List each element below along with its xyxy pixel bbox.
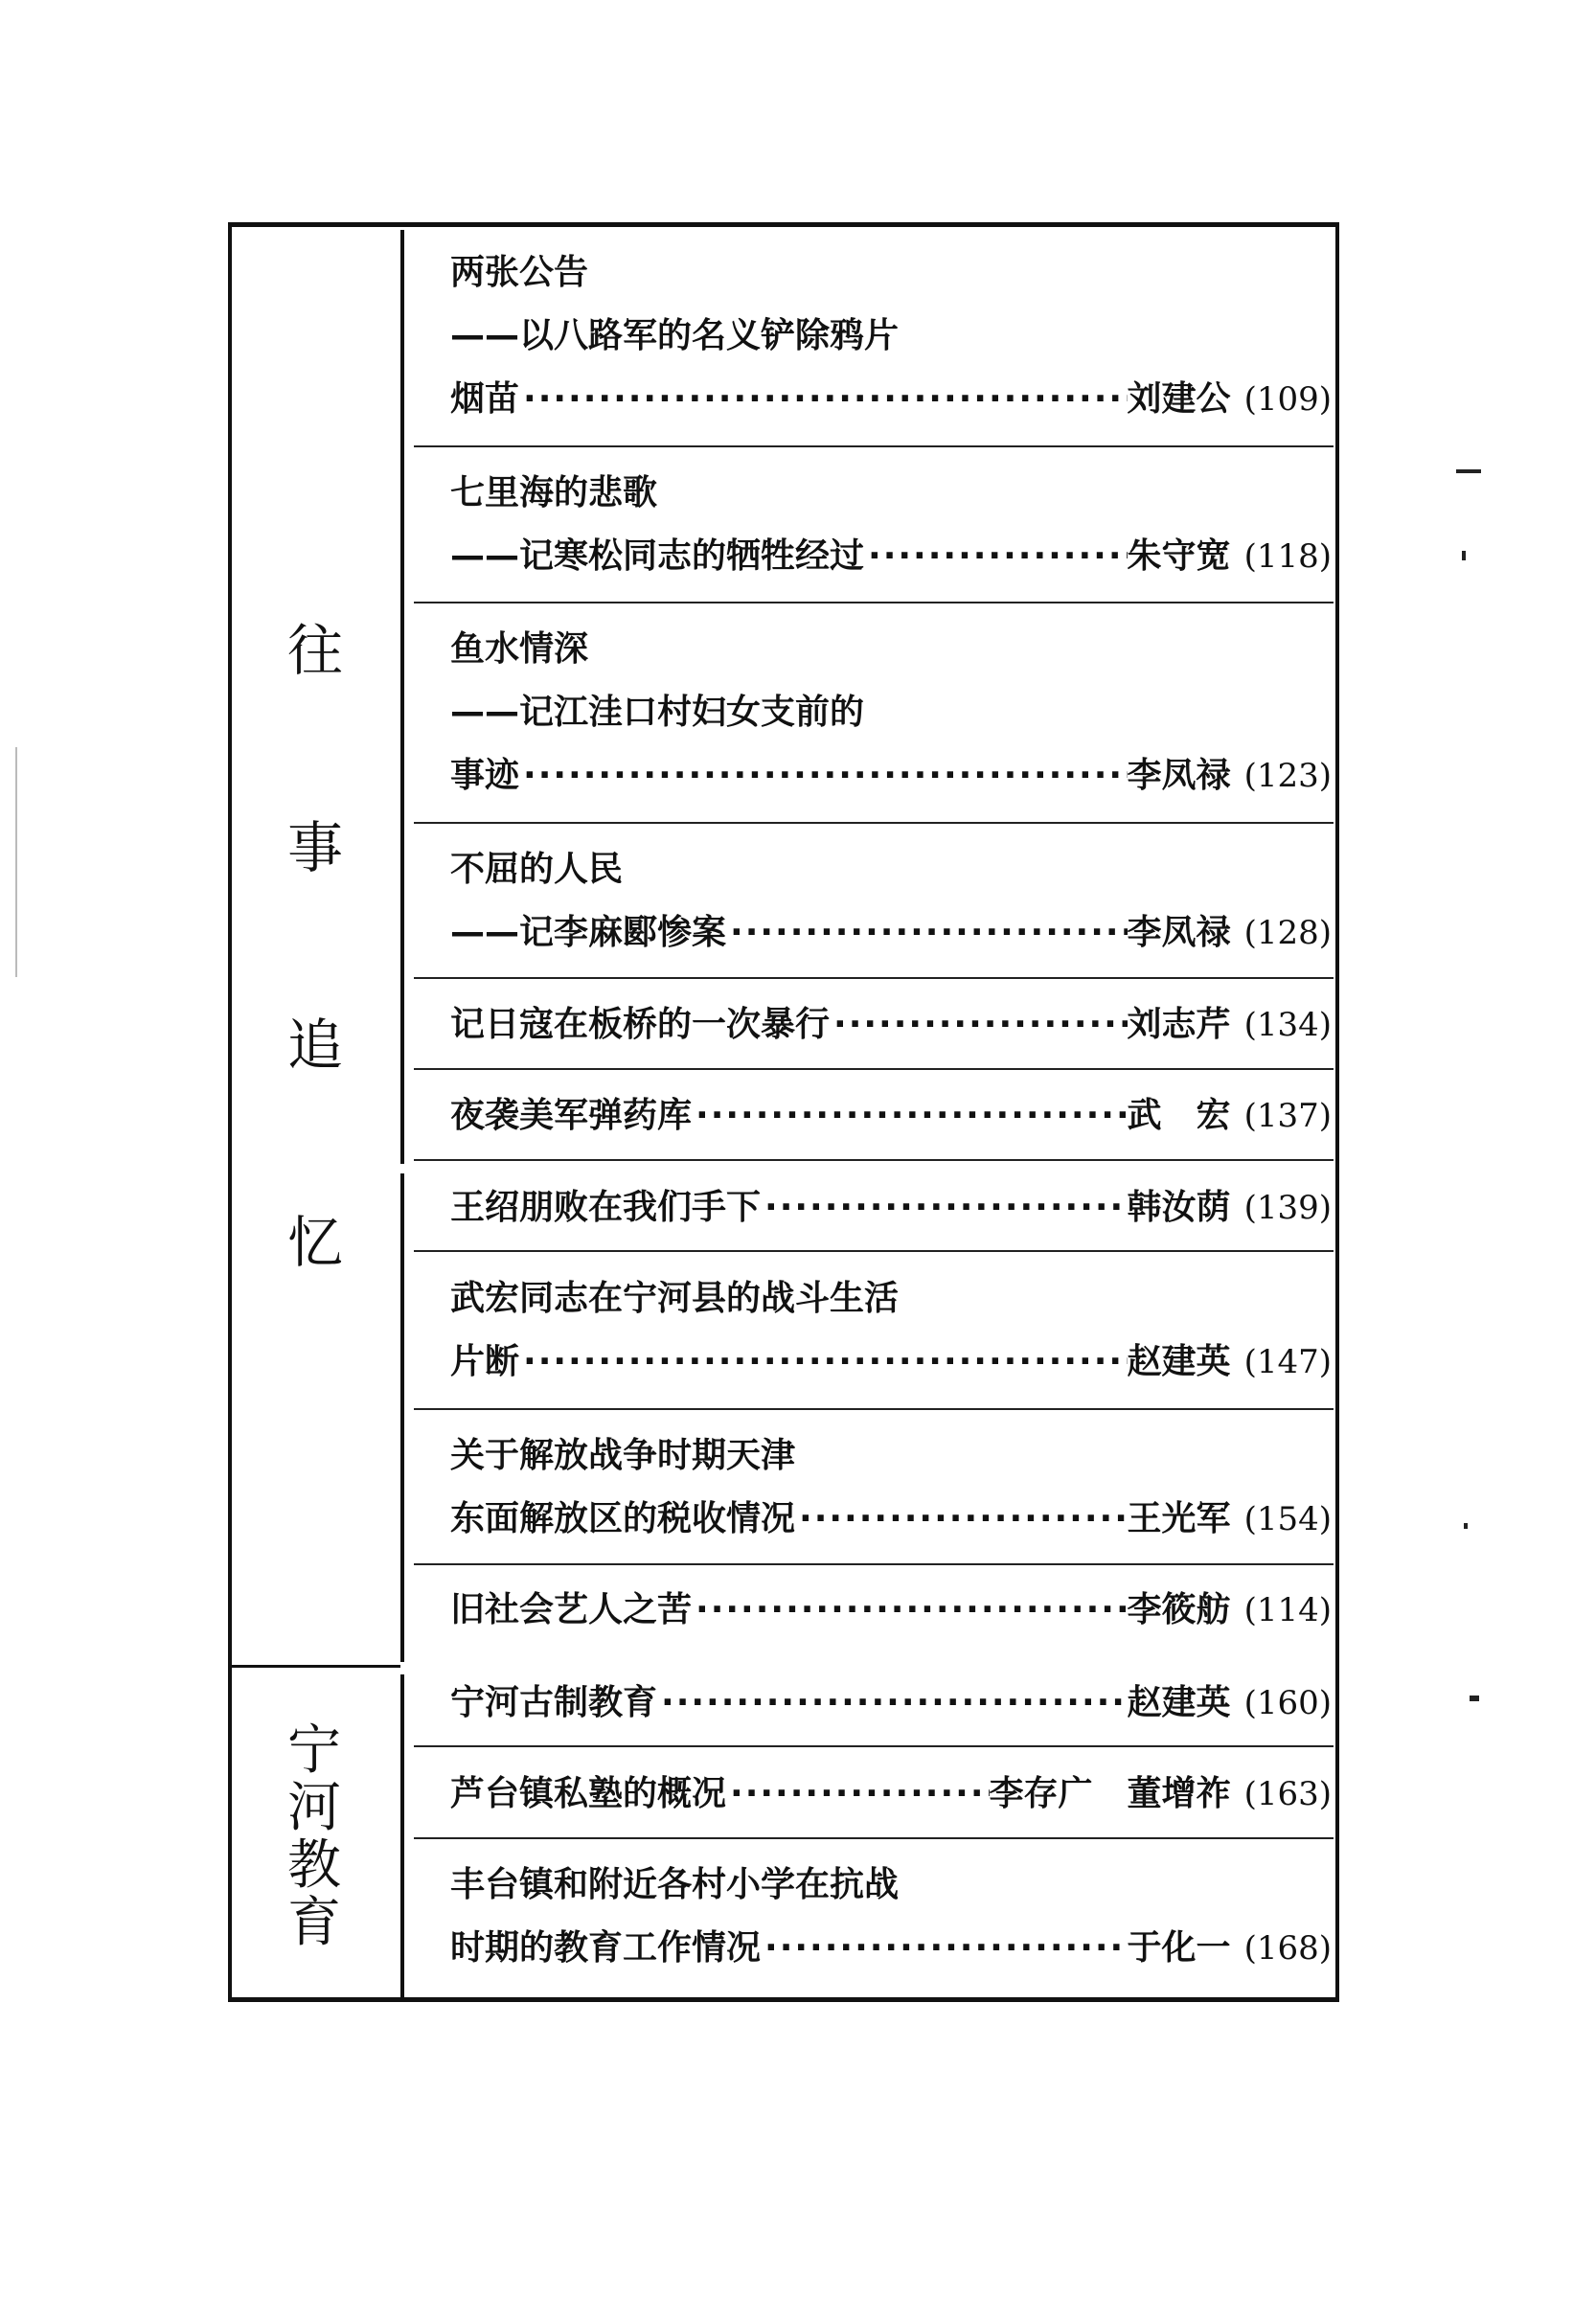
section-label-education bbox=[287, 1719, 341, 1954]
entry-page: (163) bbox=[1243, 1775, 1332, 1813]
column-divider bbox=[400, 230, 404, 1164]
entry-page: (137) bbox=[1243, 1097, 1332, 1135]
entry-author: 王光军 bbox=[1127, 1499, 1231, 1538]
entry-page: (154) bbox=[1243, 1500, 1332, 1538]
entry-last-text: 王绍朋败在我们手下 bbox=[450, 1188, 762, 1227]
entry-author: 赵建英 bbox=[1127, 1342, 1231, 1381]
entry-separator bbox=[414, 445, 1334, 447]
entry-page: (168) bbox=[1243, 1929, 1332, 1968]
section-label-char: 育 bbox=[287, 1892, 341, 1954]
entry-author: 韩汝荫 bbox=[1127, 1188, 1231, 1227]
entry-lead-line bbox=[450, 1917, 1332, 1980]
scan-speck bbox=[1464, 1523, 1468, 1529]
entry-separator bbox=[414, 602, 1334, 603]
leader-dots bbox=[726, 901, 1128, 965]
entry-last-text: 记日寇在板桥的一次暴行 bbox=[450, 1005, 831, 1044]
entry-title-line: 鱼水情深 bbox=[450, 629, 589, 669]
entry-separator bbox=[414, 1408, 1334, 1410]
entry-title-line: 丰台镇和附近各村小学在抗战 bbox=[450, 1865, 900, 1904]
section-label-char: 宁 bbox=[287, 1719, 341, 1782]
toc-entry[interactable] bbox=[450, 993, 1332, 1057]
section-label-char: 往 bbox=[287, 618, 344, 683]
section-separator bbox=[232, 1665, 400, 1668]
section-label-char: 忆 bbox=[287, 1210, 344, 1275]
entry-lead-line bbox=[450, 1084, 1332, 1148]
entry-title-line: 两张公告 bbox=[450, 253, 589, 292]
scan-speck bbox=[1456, 469, 1481, 473]
entry-title-line: 武宏同志在宁河县的战斗生活 bbox=[450, 1279, 900, 1318]
toc-entry[interactable] bbox=[450, 1579, 1332, 1642]
entry-author: 于化一 bbox=[1127, 1928, 1231, 1968]
entry-last-text: 宁河古制教育 bbox=[450, 1683, 658, 1722]
section-label-char: 教 bbox=[287, 1834, 341, 1897]
toc-entry[interactable] bbox=[450, 1854, 1332, 1980]
leader-dots bbox=[761, 1176, 1128, 1240]
entry-separator bbox=[414, 1068, 1334, 1070]
section-label-char: 事 bbox=[287, 815, 344, 880]
toc-entry[interactable] bbox=[450, 241, 1332, 431]
leader-dots bbox=[519, 368, 1128, 431]
entry-author: 李凤禄 bbox=[1127, 913, 1231, 952]
entry-last-text: 事迹 bbox=[450, 756, 520, 795]
entry-lead-line bbox=[450, 525, 1332, 588]
entry-author: 李存广 董增祚 bbox=[989, 1774, 1231, 1813]
entry-subtitle-line: ——以八路军的名义铲除鸦片 bbox=[450, 316, 900, 355]
toc-entry[interactable] bbox=[450, 1763, 1332, 1826]
entry-last-text: 芦台镇私塾的概况 bbox=[450, 1774, 727, 1813]
entry-last-text: 片断 bbox=[450, 1342, 520, 1381]
entry-lead-line bbox=[450, 744, 1332, 808]
scan-speck bbox=[15, 747, 17, 977]
entry-page: (123) bbox=[1243, 757, 1332, 795]
column-divider bbox=[400, 1173, 404, 1662]
scan-speck bbox=[1462, 551, 1466, 560]
entry-lead-line bbox=[450, 368, 1332, 431]
entry-author: 赵建英 bbox=[1127, 1683, 1231, 1722]
entry-last-text: 夜袭美军弹药库 bbox=[450, 1096, 693, 1135]
section-label-wangshi bbox=[287, 618, 344, 1412]
entry-last-text: 旧社会艺人之苦 bbox=[450, 1590, 693, 1629]
toc-entry[interactable] bbox=[450, 838, 1332, 965]
entry-page: (109) bbox=[1243, 380, 1332, 419]
entry-lead-line bbox=[450, 1763, 1332, 1826]
leader-dots bbox=[519, 744, 1128, 808]
entry-separator bbox=[414, 1159, 1334, 1161]
entry-separator bbox=[414, 977, 1334, 979]
toc-entry[interactable] bbox=[450, 1424, 1332, 1551]
entry-lead-line bbox=[450, 1579, 1332, 1642]
entry-author: 刘建公 bbox=[1127, 379, 1231, 419]
entry-lead-line bbox=[450, 993, 1332, 1057]
entry-author: 刘志芹 bbox=[1127, 1005, 1231, 1044]
leader-dots bbox=[761, 1917, 1128, 1980]
entry-separator bbox=[414, 1563, 1334, 1565]
leader-dots bbox=[830, 993, 1128, 1057]
entry-lead-line bbox=[450, 1331, 1332, 1394]
entry-separator bbox=[414, 1250, 1334, 1252]
entry-lead-line bbox=[450, 1488, 1332, 1551]
column-divider bbox=[400, 1674, 404, 2000]
leader-dots bbox=[692, 1579, 1128, 1642]
entry-title-line: 不屈的人民 bbox=[450, 850, 624, 889]
entry-page: (114) bbox=[1243, 1591, 1332, 1629]
section-label-char: 河 bbox=[287, 1777, 341, 1839]
entry-title-line: 七里海的悲歌 bbox=[450, 473, 658, 512]
section-label-char: 追 bbox=[287, 1013, 344, 1078]
entry-page: (118) bbox=[1243, 537, 1332, 576]
entry-lead-line bbox=[450, 1176, 1332, 1240]
leader-dots bbox=[795, 1488, 1128, 1551]
toc-entry[interactable] bbox=[450, 1176, 1332, 1240]
scan-speck bbox=[1470, 1696, 1479, 1701]
entry-lead-line bbox=[450, 901, 1332, 965]
leader-dots bbox=[692, 1084, 1128, 1148]
entry-page: (134) bbox=[1243, 1006, 1332, 1044]
toc-entry[interactable] bbox=[450, 618, 1332, 808]
toc-entry[interactable] bbox=[450, 1084, 1332, 1148]
entry-author: 朱守宽 bbox=[1127, 536, 1231, 576]
entry-page: (128) bbox=[1243, 914, 1332, 952]
leader-dots bbox=[519, 1331, 1128, 1394]
entry-separator bbox=[414, 1837, 1334, 1839]
entry-page: (139) bbox=[1243, 1189, 1332, 1227]
entry-last-text: ——记李麻郾惨案 bbox=[450, 913, 727, 952]
entry-last-text: 烟苗 bbox=[450, 379, 520, 419]
entry-author: 武 宏 bbox=[1127, 1096, 1231, 1135]
toc-entry[interactable] bbox=[450, 462, 1332, 588]
entry-lead-line bbox=[450, 1672, 1332, 1735]
entry-author: 李筱舫 bbox=[1127, 1590, 1231, 1629]
entry-last-text: ——记寒松同志的牺牲经过 bbox=[450, 536, 865, 576]
entry-last-text: 时期的教育工作情况 bbox=[450, 1928, 762, 1968]
entry-title-line: 关于解放战争时期天津 bbox=[450, 1436, 796, 1475]
leader-dots bbox=[726, 1763, 990, 1826]
entry-separator bbox=[414, 822, 1334, 824]
toc-entry[interactable] bbox=[450, 1267, 1332, 1394]
leader-dots bbox=[657, 1672, 1128, 1735]
entry-subtitle-line: ——记江洼口村妇女支前的 bbox=[450, 693, 865, 732]
entry-last-text: 东面解放区的税收情况 bbox=[450, 1499, 796, 1538]
toc-entry[interactable] bbox=[450, 1672, 1332, 1735]
entry-page: (160) bbox=[1243, 1684, 1332, 1722]
entry-page: (147) bbox=[1243, 1343, 1332, 1381]
leader-dots bbox=[864, 525, 1128, 588]
entry-author: 李凤禄 bbox=[1127, 756, 1231, 795]
entry-separator bbox=[414, 1745, 1334, 1747]
